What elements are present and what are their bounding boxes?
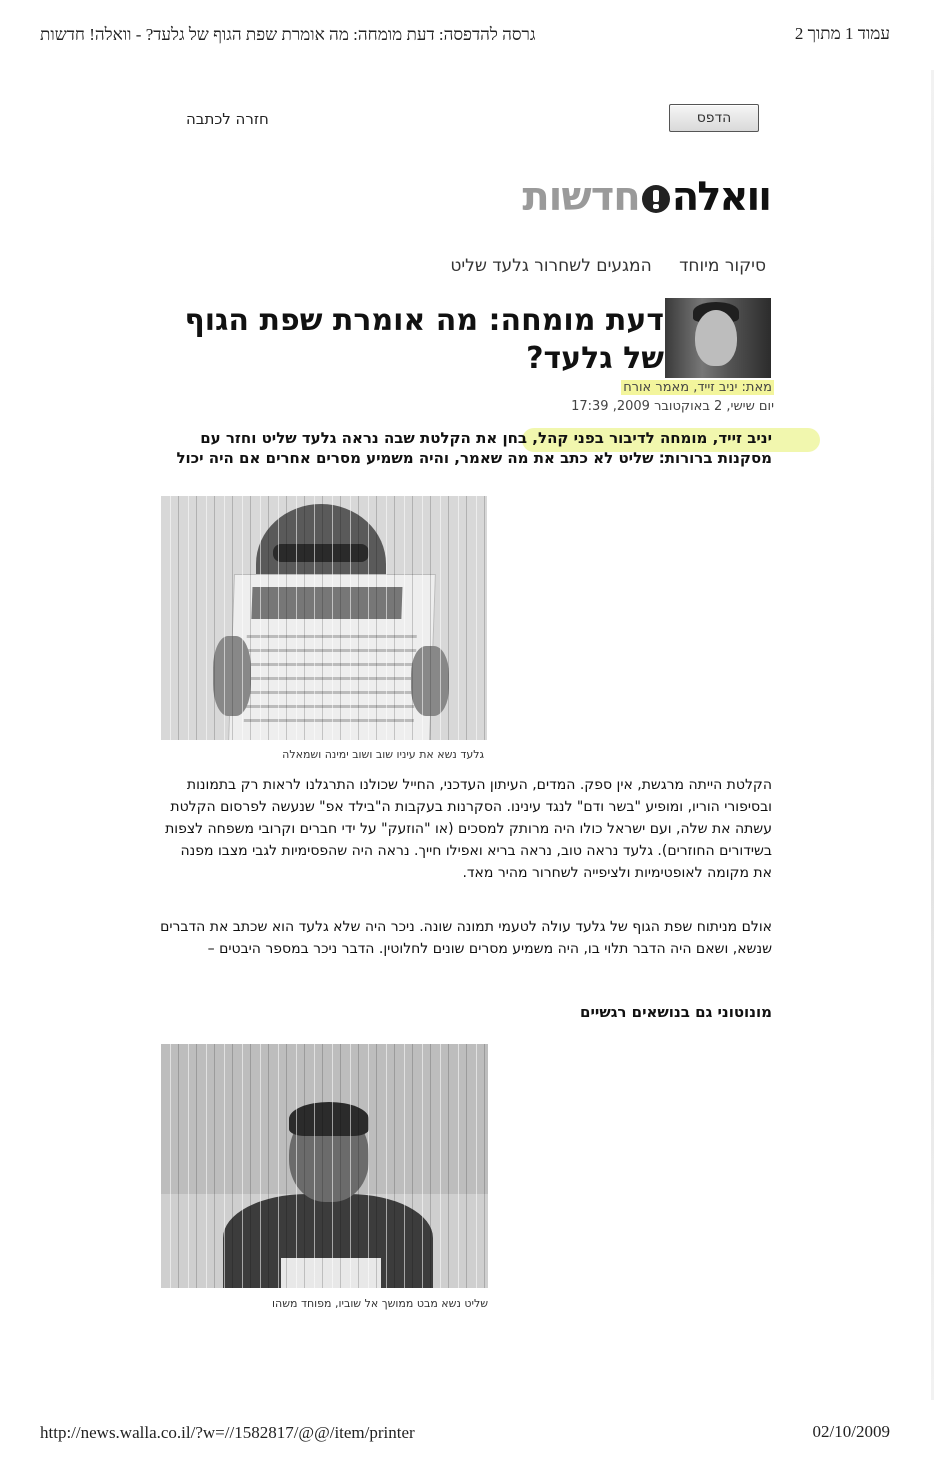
article-headline: דעת מומחה: מה אומרת שפת הגוף של גלעד? xyxy=(184,303,664,376)
photo-caption: גלעד נשא את עיניו שוב ושוב ימינה ושמאלה xyxy=(282,748,484,761)
article-dateline: יום שישי, 2 באוקטובר 2009, 17:39 xyxy=(571,399,774,414)
article-photo-soldier xyxy=(161,1044,488,1288)
article-paragraph: הקלטת הייתה מרגשת, אין ספק. המדים, העיתון העדכני, החייל שכולנו התרגלנו לראות רק בתמונות ובסיפורי הוריו, ומופיע "בשר ודם" לנגד עינינו. הסקרנות בעקבות ה"בילד אפ" שנעשה לפרסום הקלטת עשתה את שלה, ועם ישראל כולו היה מרותק למסכים (או "הוזעק" על ידי חברים וקרובי משפחה לצפות בשידורים החוזרים). גלעד נראה טוב, נראה בריא ואפילו חייך. נראה היה שהפסימיות לגבי מצבו מפנה את מקומה לאופטימיות ולציפייה לשחרור מהיר מאד. xyxy=(165,777,772,881)
article-byline xyxy=(621,380,774,395)
print-page-number: עמוד 1 מתוך 2 xyxy=(794,24,890,43)
section-nav-item-special-coverage[interactable]: סיקור מיוחד xyxy=(679,256,766,276)
walla-news-logo[interactable] xyxy=(522,172,770,222)
exclamation-icon xyxy=(642,185,670,213)
article-photo-newspaper xyxy=(161,496,487,740)
article-subheading: מונוטוני גם בנושאים רגשיים xyxy=(580,1003,772,1021)
logo-news-text: חדשות xyxy=(522,174,640,220)
photo-caption: שליט נשא מבט ממושך אל שוביו, מפוחד משהו xyxy=(272,1297,488,1310)
print-url: http://news.walla.co.il/?w=//1582817/@@/item/printer xyxy=(40,1423,415,1442)
article-paragraph: אולם מניתוח שפת הגוף של גלעד עולה לטעמי תמונה שונה. ניכר היה שלא גלעד הוא שכתב את הדברים שנשא, ושאם היה הדבר תלוי בו, היה משמיע מסרים שונים לחלוטין. הדבר ניכר במספר היבטים – xyxy=(160,919,772,957)
logo-walla-text: וואלה xyxy=(671,174,770,220)
article-lead: יניב זייד, מומחה לדיבור בפני קהל, בחן את הקלטת שבה נראה גלעד שליט וחזר עם מסקנות ברורות: שליט לא כתב את מה שאמר, והיה משמיע מסרים אחרים אם היה יכול xyxy=(176,429,772,467)
print-date: 02/10/2009 xyxy=(812,1422,890,1441)
author-photo xyxy=(665,298,771,378)
byline-text: מאת: יניב זייד, מאמר אורח xyxy=(623,380,772,395)
print-page-title: גרסה להדפסה: דעת מומחה: מה אומרת שפת הגוף של גלעד? - וואלה! חדשות xyxy=(40,25,536,44)
back-to-article-link[interactable]: חזרה לכתבה xyxy=(186,110,269,128)
section-nav xyxy=(428,256,766,276)
print-button[interactable]: הדפס xyxy=(669,104,759,132)
section-nav-item-shalit-talks[interactable]: המגעים לשחרור גלעד שליט xyxy=(450,256,652,276)
